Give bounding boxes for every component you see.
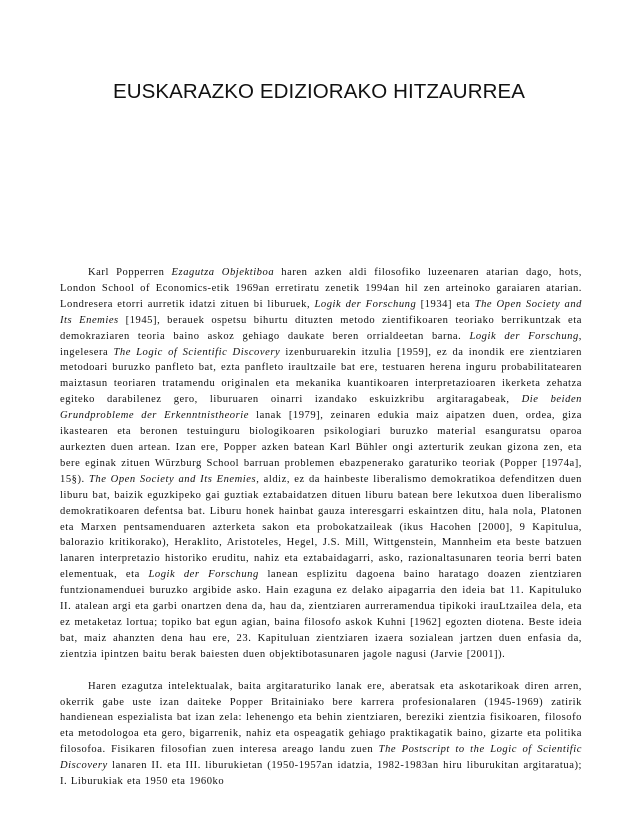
work-title: Logik der Forschung bbox=[314, 298, 417, 310]
work-title: The Open Society and Its Enemies bbox=[60, 298, 582, 326]
text-run: haren azken aldi filosofiko luzeenaren atarian dago, hots, London School of Economics-etik 1969an erretiratu zenetik 1994an hil zen arteinoko garaiaren atarian. Londresera etorri aurretik idatzi zituen bi liburuek, bbox=[60, 267, 582, 310]
work-title: Ezagutza Objektiboa bbox=[171, 267, 275, 278]
text-run: , ingelesera bbox=[60, 330, 582, 358]
paragraph bbox=[60, 265, 582, 663]
text-run: lanaren II. eta III. liburukietan (1950-1957an idatzia, 1982-1983an hiru liburukitan argitaratua); I. Liburukiak eta 1950 eta 1960ko bbox=[60, 760, 582, 788]
text-run: lanean esplizitu dagoena baino haratago doazen zientziaren funtzionamenduei buruzko argibide asko. Hain ezaguna ez delako aipagarria den ideia bat 11. Kapituluko II. atalean argi eta garbi onartzen dena da, hau da, zientziaren aurreramendua tipikoki irauLtzailea dela, eta ez metaketaz lortua; topiko bat egun agian, baina filosofo askok Kuhni [1962] egozten diotena. Beste ideia bat, maiz ahanzten dena hau ere, 23. Kapituluan zientziaren izaera sozialean jartzen duen enfasia da, zientzia ipintzen baitu berak baiesten duen objektibotasunaren jagole nagusi (Jarvie [2001]). bbox=[60, 569, 582, 660]
text-run: , aldiz, ez da hainbeste liberalismo demokratikoa defenditzen duen liburu bat, baizik eguzkipeko gai guztiak eztabaidatzen dituen liburu batean bere lekutxoa duen liberalismo demokratikoaren defentsa bat. Liburu honek hainbat gauza interesgarri eskaintzen ditu, hala nola, Platonen eta Marxen pentsamenduaren azterketa sakon eta probokatzaileak (ikus Hacohen [2000], 9 Kapitulua, balorazio kritikorako), Heraklito, Aristoteles, Hegel, J.S. Mill, Wittgenstein, Mannheim eta beste batzuen lanaren interpretazio historiko eruditu, nahiz eta eztabaidagarri, asko, razionaltasunaren teoria berri baten elementuak, eta bbox=[60, 473, 582, 581]
text-run: lanak [1979], zeinaren edukia maiz aipatzen duen, ordea, giza ikastearen eta beronen testuinguru biologikoaren psikologiari buruzko material esanguratsu oparoa aurkezten duen artean. Izan ere, Popper azken batean Karl Bühler ongi azterturik zeukan gizona zen, eta bere eginak zituen Würzburg School barruan problemen ebazpenerako garaturiko teoriak (Popper [1974a], 15§). bbox=[60, 410, 582, 485]
text-run: [1945], berauek ospetsu bihurtu dituzten metodo zientifikoaren teoriako berrikuntzak eta demokraziaren teoria baino askoz gehiago daukate beren orrialdeetan barna. bbox=[60, 314, 583, 342]
work-title: The Logic of Scientific Discovery bbox=[113, 346, 281, 358]
work-title: The Postscript to the Logic of Scientific Discovery bbox=[60, 744, 582, 772]
work-title: Logik der Forschung bbox=[148, 569, 259, 581]
paragraph bbox=[60, 679, 582, 790]
work-title: Logik der Forschung bbox=[469, 330, 579, 342]
work-title: The Open Society and Its Enemies bbox=[88, 473, 257, 485]
body-text bbox=[60, 265, 582, 790]
text-run: izenburuarekin itzulia [1959], ez da inondik ere zientziaren metodoari buruzko panfleto bat, ezta panfleto iraultzaile bat ere, testuaren herena inguru probabilitatearen maiztasun teoriaren tratamendu originalen eta mekanika kuantikoaren interpretazioaren ikerketa zehatza egiteko darabilenez gero, liburuaren oinarri izandako eskuizkribu argitaragabeak, bbox=[60, 346, 582, 406]
page-title: EUSKARAZKO EDIZIORAKO HITZAURREA bbox=[112, 80, 526, 103]
text-run: [1934] eta bbox=[416, 298, 475, 310]
text-run: Karl Popperren bbox=[88, 267, 172, 278]
text-run: Haren ezagutza intelektualak, baita argitaraturiko lanak ere, aberatsak eta askotarikoak diren arren, okerrik gabe uste izan daiteke Popper Britainiako bere karrera profesionalaren (1945-1969) zatirik handienean espezialista bat izan zela: lehenengo eta behin zientziaren, bereziki zientzia fisikoaren, filosofo eta metodologoa eta gero, bigarrenik, nahiz eta ospeagatik gehiago praktikagatik baino, gizarte eta politika filosofoa. Fisikaren filosofian zuen interesa areago landu zuen bbox=[60, 680, 582, 756]
work-title: Die beiden Grundprobleme der Erkenntnistheorie bbox=[60, 394, 582, 422]
